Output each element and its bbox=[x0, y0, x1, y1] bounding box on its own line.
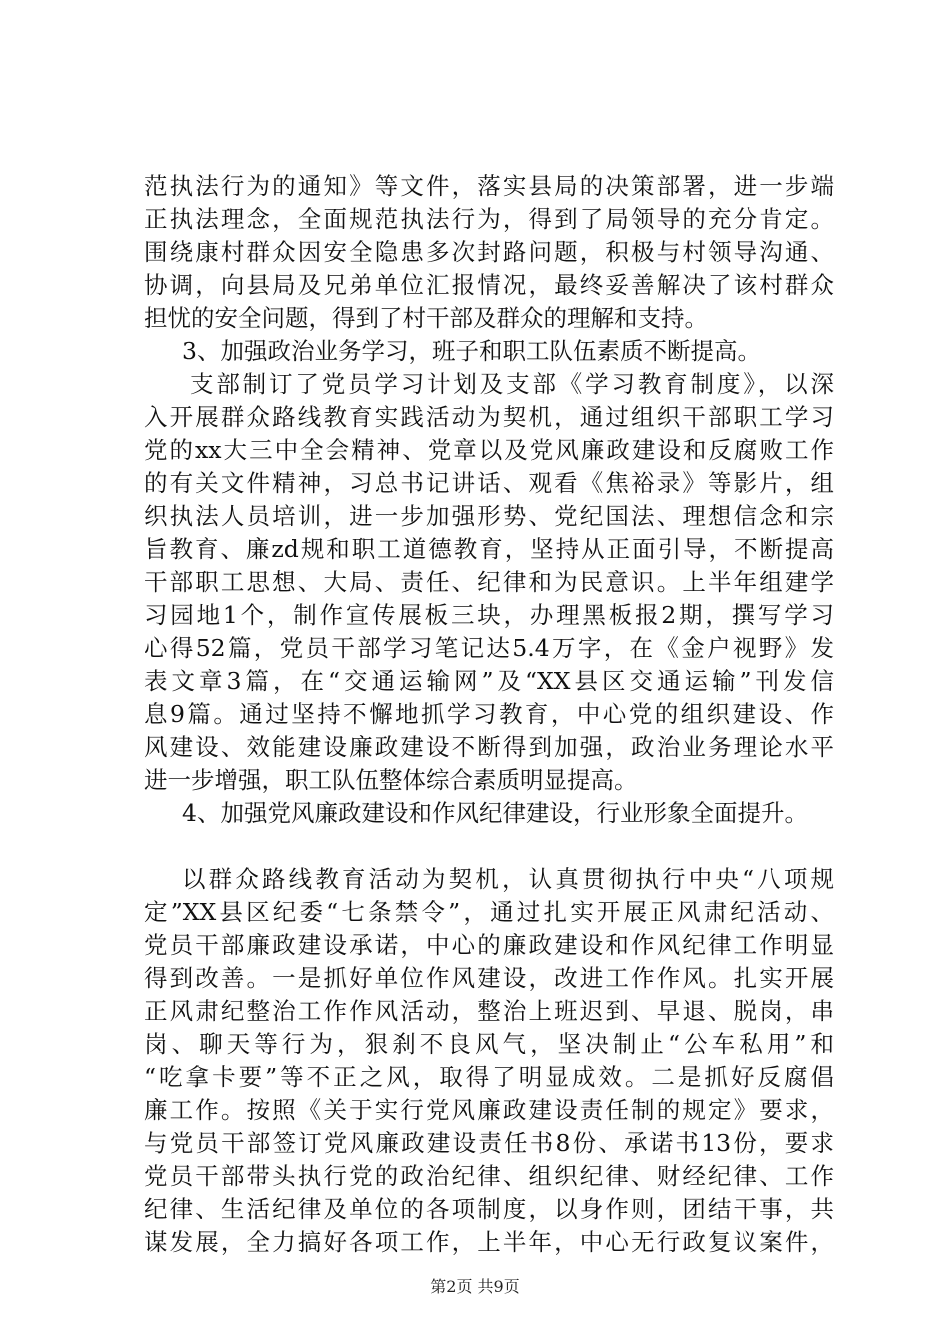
text-line: 入开展群众路线教育实践活动为契机，通过组织干部职工学习 bbox=[144, 403, 834, 431]
text-line: 谋发展，全力搞好各项工作，上半年，中心无行政复议案件， bbox=[144, 1228, 834, 1256]
blank-line bbox=[144, 830, 834, 863]
text-line: 党员干部带头执行党的政治纪律、组织纪律、财经纪律、工作 bbox=[144, 1162, 834, 1190]
text-line: 担忧的安全问题，得到了村干部及群众的理解和支持。 bbox=[144, 304, 708, 332]
text-line: 协调，向县局及兄弟单位汇报情况，最终妥善解决了该村群众 bbox=[144, 271, 834, 299]
text-line: 习园地1个，制作宣传展板三块，办理黑板报2期，撰写学习 bbox=[144, 601, 834, 629]
text-line: 以群众路线教育活动为契机，认真贯彻执行中央“八项规 bbox=[182, 865, 834, 893]
body-text bbox=[144, 170, 834, 1259]
text-line: 正风肃纪整治工作作风活动，整治上班迟到、早退、脱岗，串 bbox=[144, 997, 834, 1025]
text-line: 息9篇。通过坚持不懈地抓学习教育，中心党的组织建设、作 bbox=[144, 700, 834, 728]
text-line: 纪律、生活纪律及单位的各项制度，以身作则，团结干事，共 bbox=[144, 1195, 834, 1223]
text-line: 范执法行为的通知》等文件，落实县局的决策部署，进一步端 bbox=[144, 172, 834, 200]
text-line: 干部职工思想、大局、责任、纪律和为民意识。上半年组建学 bbox=[144, 568, 834, 596]
section-heading-4: 4、加强党风廉政建设和作风纪律建设，行业形象全面提升。 bbox=[182, 799, 808, 827]
text-line: 支部制订了党员学习计划及支部《学习教育制度》，以深 bbox=[190, 370, 834, 398]
text-line: 定”XX县区纪委“七条禁令”，通过扎实开展正风肃纪活动、 bbox=[144, 898, 834, 926]
text-line: 岗、聊天等行为，狠刹不良风气，坚决制止“公车私用”和 bbox=[144, 1030, 834, 1058]
section-heading-3: 3、加强政治业务学习，班子和职工队伍素质不断提高。 bbox=[182, 337, 761, 365]
text-line: 与党员干部签订党风廉政建设责任书8份、承诺书13份，要求 bbox=[144, 1129, 834, 1157]
text-line: 围绕康村群众因安全隐患多次封路问题，积极与村领导沟通、 bbox=[144, 238, 834, 266]
text-line: 心得52篇，党员干部学习笔记达5.4万字，在《金户视野》发 bbox=[144, 634, 834, 662]
text-line: 党的xx大三中全会精神、党章以及党风廉政建设和反腐败工作 bbox=[144, 436, 834, 464]
page-number-label: 第2页 共9页 bbox=[430, 1277, 520, 1296]
text-line: “吃拿卡要”等不正之风，取得了明显成效。二是抓好反腐倡 bbox=[144, 1063, 834, 1091]
text-line: 旨教育、廉zd规和职工道德教育，坚持从正面引导，不断提高 bbox=[144, 535, 834, 563]
text-line: 的有关文件精神，习总书记讲话、观看《焦裕录》等影片，组 bbox=[144, 469, 834, 497]
text-line: 正执法理念，全面规范执法行为，得到了局领导的充分肯定。 bbox=[144, 205, 834, 233]
text-line: 党员干部廉政建设承诺，中心的廉政建设和作风纪律工作明显 bbox=[144, 931, 834, 959]
text-line: 进一步增强，职工队伍整体综合素质明显提高。 bbox=[144, 766, 638, 794]
page-footer bbox=[0, 1277, 950, 1297]
text-line: 表文章3篇，在“交通运输网”及“XX县区交通运输”刊发信 bbox=[144, 667, 834, 695]
text-line: 廉工作。按照《关于实行党风廉政建设责任制的规定》要求， bbox=[144, 1096, 834, 1124]
text-line: 风建设、效能建设廉政建设不断得到加强，政治业务理论水平 bbox=[144, 733, 834, 761]
text-line: 得到改善。一是抓好单位作风建设，改进工作作风。扎实开展 bbox=[144, 964, 834, 992]
text-line: 织执法人员培训，进一步加强形势、党纪国法、理想信念和宗 bbox=[144, 502, 834, 530]
